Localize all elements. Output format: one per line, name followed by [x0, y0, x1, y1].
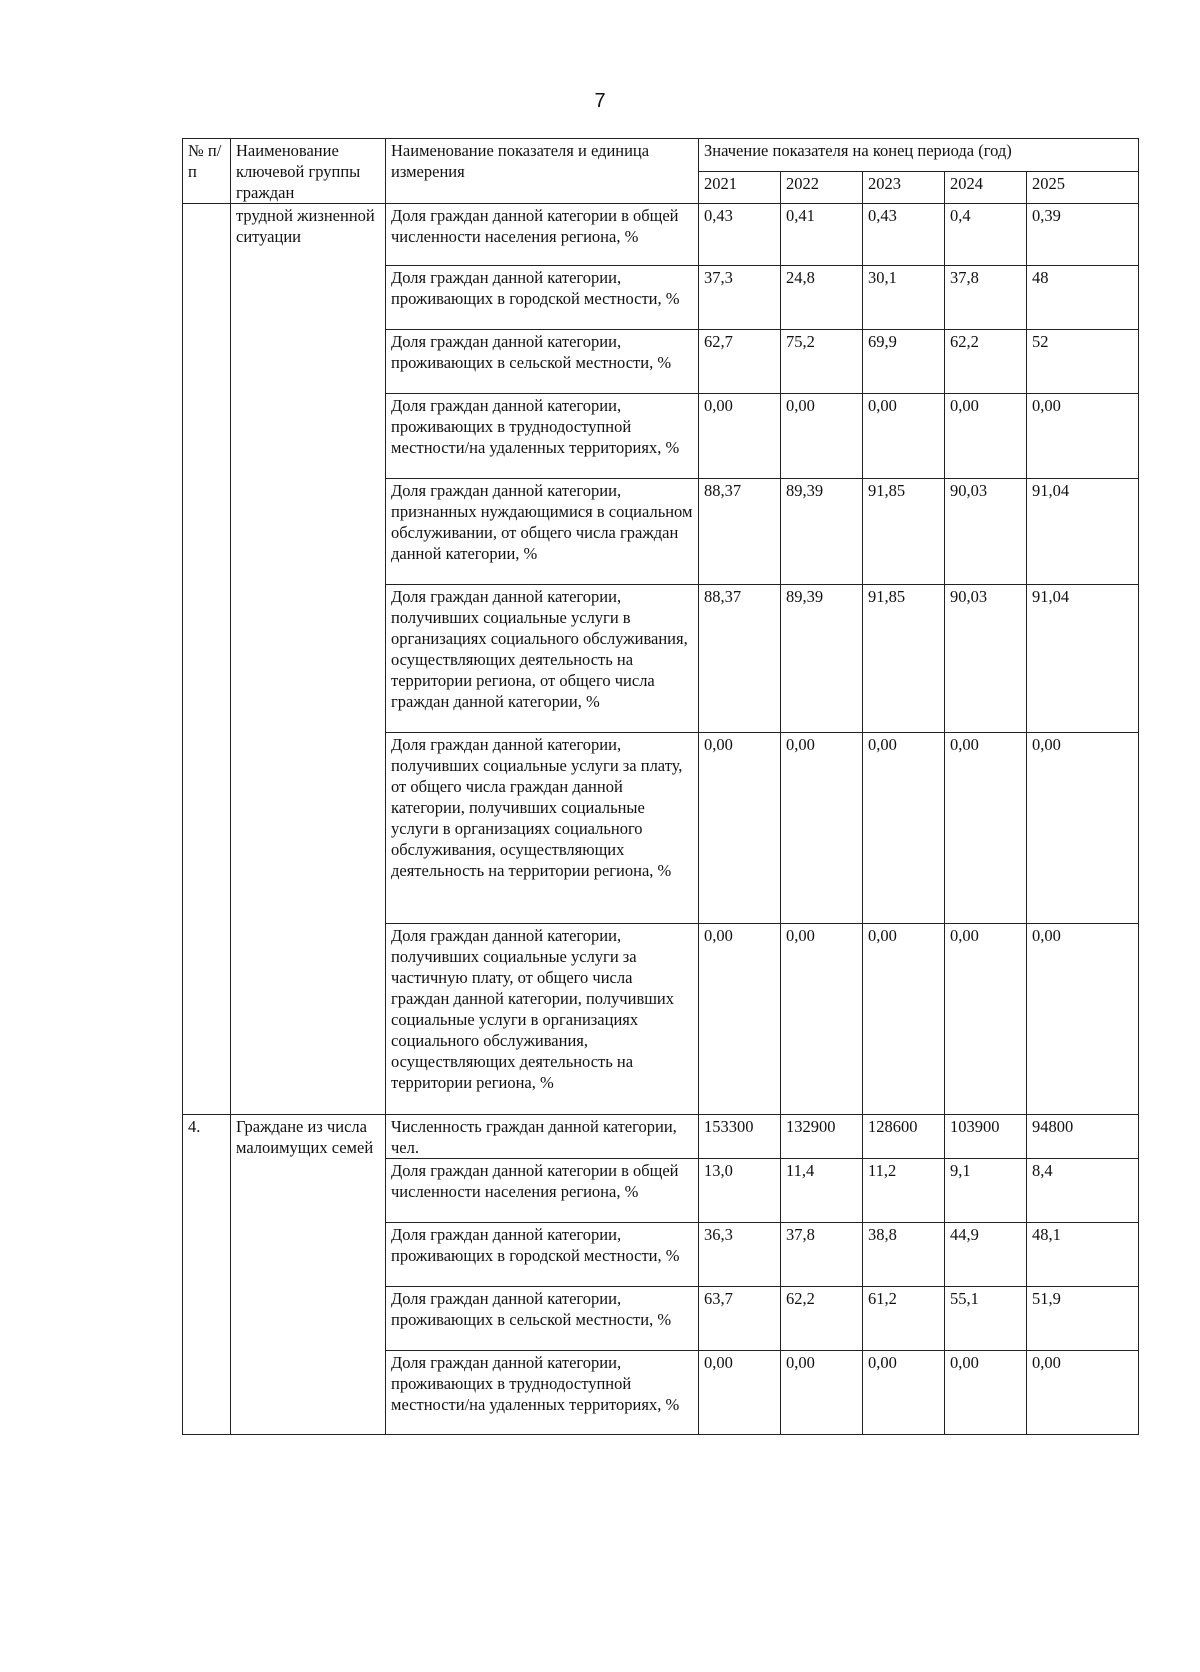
- header-year-2023: 2023: [863, 171, 945, 204]
- indicator-name: Доля граждан данной категории, проживающих в труднодоступной местности/на удаленных территориях, %: [386, 394, 699, 479]
- indicator-name: Доля граждан данной категории, проживающих в городской местности, %: [386, 1223, 699, 1287]
- value-cell-2022: 89,39: [781, 585, 863, 733]
- indicator-name: Доля граждан данной категории в общей численности населения региона, %: [386, 204, 699, 266]
- value-cell-2024: 44,9: [945, 1223, 1027, 1287]
- value-cell-2023: 0,43: [863, 204, 945, 266]
- indicator-name: Доля граждан данной категории, признанных нуждающимися в социальном обслуживании, от общего числа граждан данной категории, %: [386, 479, 699, 585]
- group-4-name: Граждане из числа малоимущих семей: [231, 1115, 386, 1435]
- value-cell-2025: 0,00: [1027, 1351, 1139, 1435]
- header-year-2024: 2024: [945, 171, 1027, 204]
- value-cell-2023: 128600: [863, 1115, 945, 1159]
- value-cell-2024: 90,03: [945, 585, 1027, 733]
- indicator-name: Доля граждан данной категории, проживающих в городской местности, %: [386, 266, 699, 330]
- indicator-name: Доля граждан данной категории, проживающих в сельской местности, %: [386, 330, 699, 394]
- value-cell-2025: 51,9: [1027, 1287, 1139, 1351]
- value-cell-2025: 91,04: [1027, 585, 1139, 733]
- value-cell-2022: 11,4: [781, 1159, 863, 1223]
- value-cell-2024: 55,1: [945, 1287, 1027, 1351]
- value-cell-2025: 91,04: [1027, 479, 1139, 585]
- value-cell-2022: 37,8: [781, 1223, 863, 1287]
- value-cell-2021: 63,7: [699, 1287, 781, 1351]
- value-cell-2023: 91,85: [863, 479, 945, 585]
- indicator-name: Доля граждан данной категории, получивших социальные услуги в организациях социального обслуживания, осуществляющих деятельность на территории региона, от общего числа граждан данной категории, %: [386, 585, 699, 733]
- indicator-name: Доля граждан данной категории в общей численности населения региона, %: [386, 1159, 699, 1223]
- value-cell-2024: 37,8: [945, 266, 1027, 330]
- value-cell-2024: 0,00: [945, 924, 1027, 1115]
- value-cell-2025: 48: [1027, 266, 1139, 330]
- value-cell-2023: 69,9: [863, 330, 945, 394]
- value-cell-2024: 9,1: [945, 1159, 1027, 1223]
- value-cell-2022: 0,00: [781, 924, 863, 1115]
- value-cell-2021: 88,37: [699, 479, 781, 585]
- value-cell-2022: 0,00: [781, 733, 863, 924]
- header-values: Значение показателя на конец периода (год): [699, 139, 1139, 172]
- value-cell-2023: 0,00: [863, 394, 945, 479]
- value-cell-2024: 0,00: [945, 1351, 1027, 1435]
- value-cell-2025: 0,00: [1027, 394, 1139, 479]
- header-group: Наименование ключевой группы граждан: [231, 139, 386, 204]
- value-cell-2022: 0,00: [781, 394, 863, 479]
- indicator-name: Доля граждан данной категории, получивших социальные услуги за плату, от общего числа граждан данной категории, получивших социальные услуги в организациях социального обслуживания, осуществляющих деятельность на территории региона, %: [386, 733, 699, 924]
- table-row: [183, 204, 1139, 266]
- group-4-num: 4.: [183, 1115, 231, 1435]
- value-cell-2025: 0,39: [1027, 204, 1139, 266]
- value-cell-2021: 13,0: [699, 1159, 781, 1223]
- value-cell-2023: 91,85: [863, 585, 945, 733]
- value-cell-2021: 0,43: [699, 204, 781, 266]
- continued-group-name: трудной жизненной ситуации: [231, 204, 386, 1115]
- indicators-table: [182, 138, 1139, 1435]
- value-cell-2025: 94800: [1027, 1115, 1139, 1159]
- header-year-2021: 2021: [699, 171, 781, 204]
- value-cell-2022: 0,41: [781, 204, 863, 266]
- header-num: № п/п: [183, 139, 231, 204]
- value-cell-2025: 0,00: [1027, 924, 1139, 1115]
- value-cell-2021: 62,7: [699, 330, 781, 394]
- value-cell-2024: 0,00: [945, 733, 1027, 924]
- value-cell-2024: 103900: [945, 1115, 1027, 1159]
- table-row: [183, 1115, 1139, 1159]
- table-body: [183, 204, 1139, 1435]
- indicator-name: Доля граждан данной категории, получивших социальные услуги за частичную плату, от общего числа граждан данной категории, получивших социальные услуги в организациях социального обслуживания, осуществляющих деятельность на территории региона, %: [386, 924, 699, 1115]
- value-cell-2023: 61,2: [863, 1287, 945, 1351]
- value-cell-2021: 153300: [699, 1115, 781, 1159]
- value-cell-2022: 75,2: [781, 330, 863, 394]
- value-cell-2022: 24,8: [781, 266, 863, 330]
- value-cell-2021: 0,00: [699, 924, 781, 1115]
- value-cell-2023: 30,1: [863, 266, 945, 330]
- value-cell-2024: 62,2: [945, 330, 1027, 394]
- value-cell-2025: 0,00: [1027, 733, 1139, 924]
- value-cell-2021: 0,00: [699, 1351, 781, 1435]
- value-cell-2025: 8,4: [1027, 1159, 1139, 1223]
- value-cell-2024: 0,4: [945, 204, 1027, 266]
- header-year-2025: 2025: [1027, 171, 1139, 204]
- indicator-name: Доля граждан данной категории, проживающих в сельской местности, %: [386, 1287, 699, 1351]
- value-cell-2021: 88,37: [699, 585, 781, 733]
- header-year-2022: 2022: [781, 171, 863, 204]
- value-cell-2023: 38,8: [863, 1223, 945, 1287]
- value-cell-2024: 90,03: [945, 479, 1027, 585]
- value-cell-2023: 0,00: [863, 1351, 945, 1435]
- value-cell-2023: 11,2: [863, 1159, 945, 1223]
- header-indicator: Наименование показателя и единица измерения: [386, 139, 699, 204]
- value-cell-2023: 0,00: [863, 924, 945, 1115]
- value-cell-2025: 48,1: [1027, 1223, 1139, 1287]
- value-cell-2022: 62,2: [781, 1287, 863, 1351]
- header-row: [183, 139, 1139, 172]
- continued-group-num: [183, 204, 231, 1115]
- page-number: 7: [594, 90, 606, 112]
- value-cell-2022: 0,00: [781, 1351, 863, 1435]
- indicator-name: Доля граждан данной категории, проживающих в труднодоступной местности/на удаленных территориях, %: [386, 1351, 699, 1435]
- value-cell-2023: 0,00: [863, 733, 945, 924]
- value-cell-2021: 0,00: [699, 733, 781, 924]
- value-cell-2021: 0,00: [699, 394, 781, 479]
- value-cell-2021: 36,3: [699, 1223, 781, 1287]
- value-cell-2024: 0,00: [945, 394, 1027, 479]
- value-cell-2021: 37,3: [699, 266, 781, 330]
- value-cell-2022: 89,39: [781, 479, 863, 585]
- value-cell-2025: 52: [1027, 330, 1139, 394]
- value-cell-2022: 132900: [781, 1115, 863, 1159]
- indicator-name: Численность граждан данной категории, чел.: [386, 1115, 699, 1159]
